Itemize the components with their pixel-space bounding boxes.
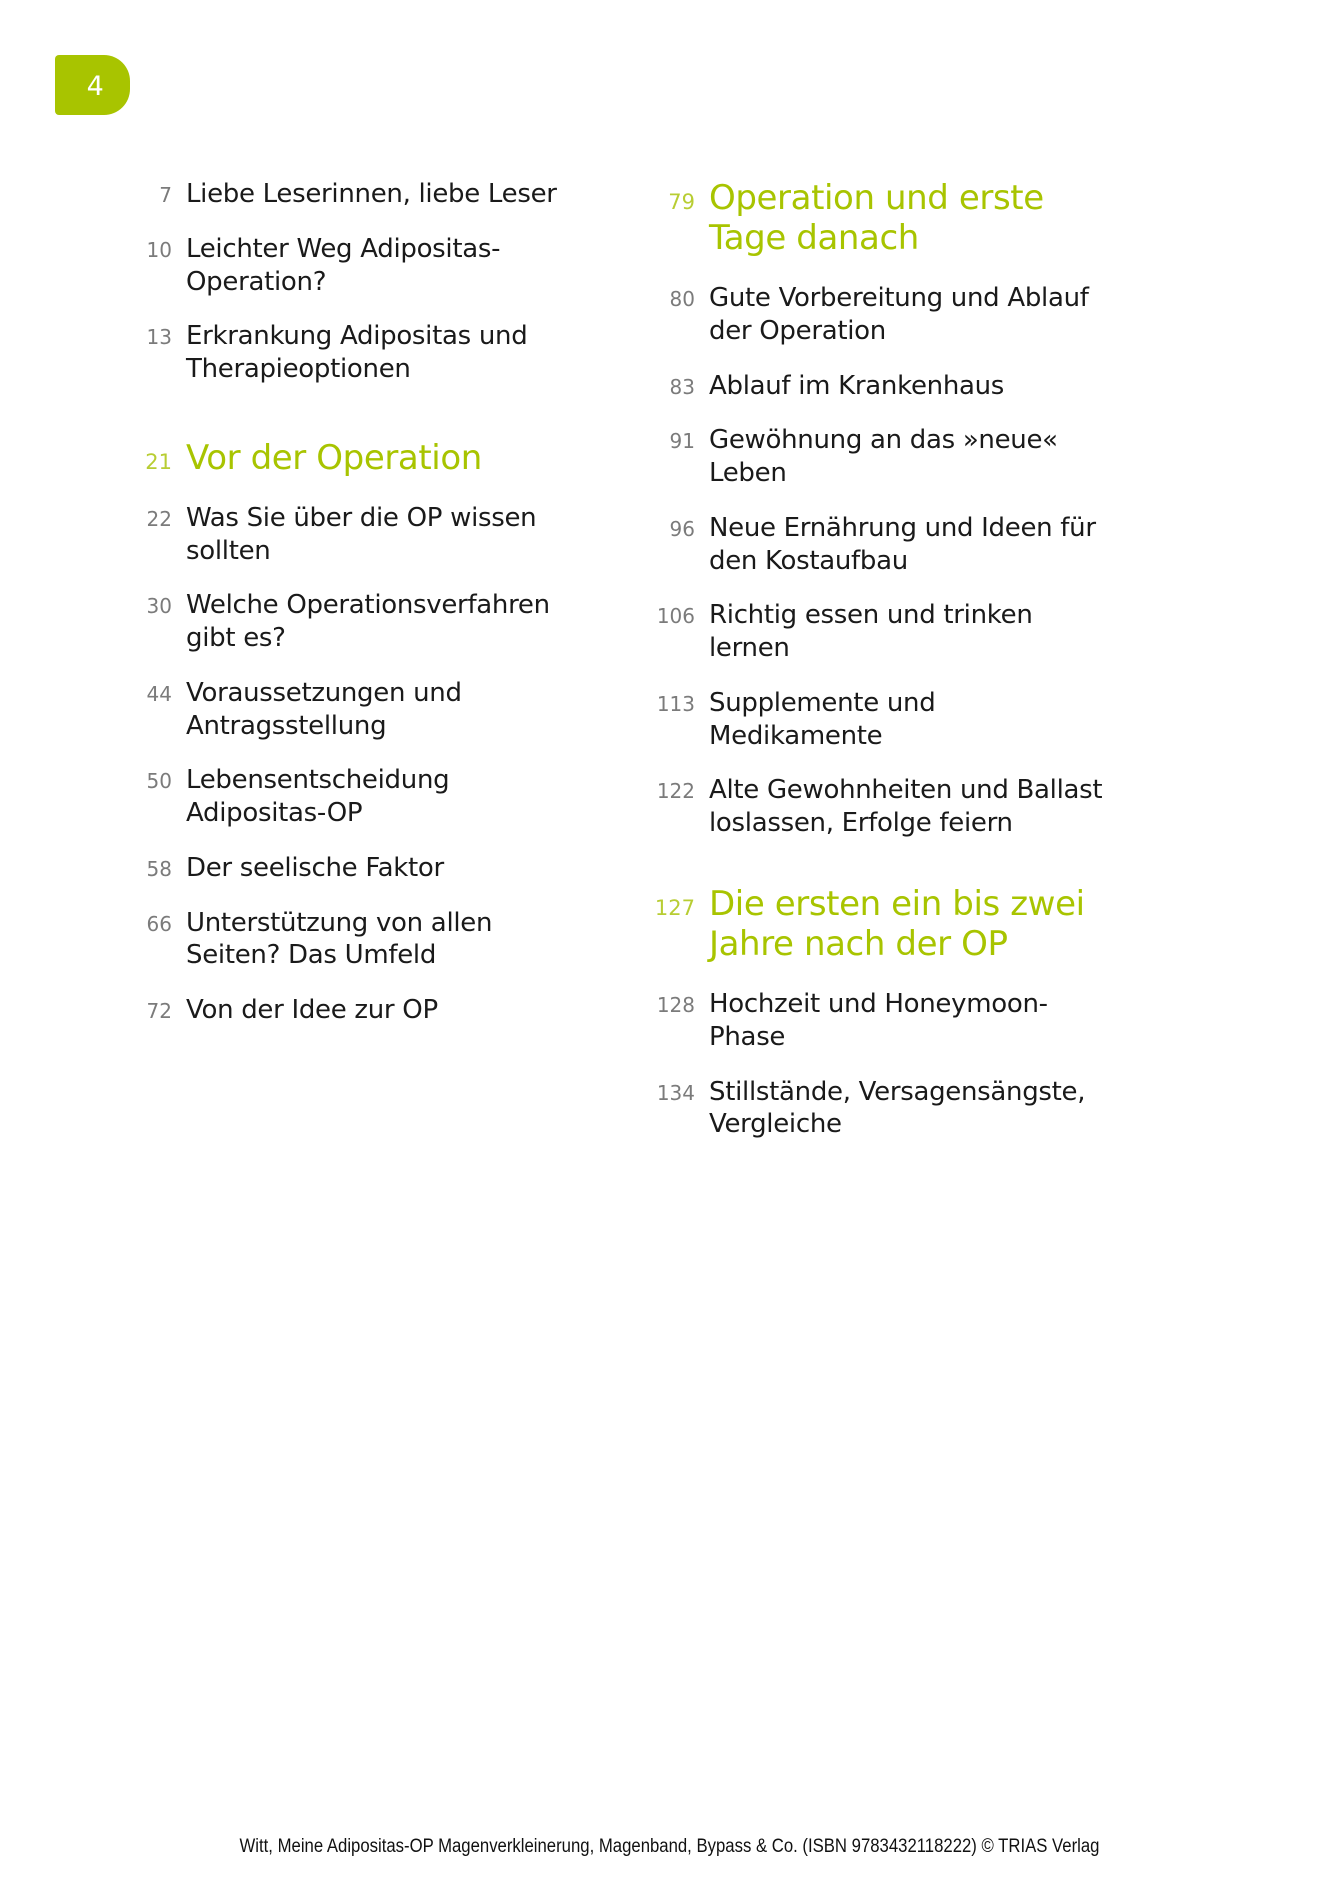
table-of-contents: [0, 178, 1339, 1163]
toc-entry-title: Unterstützung von allen Seiten? Das Umfeld: [186, 907, 493, 971]
toc-entry-page-number: 128: [656, 993, 695, 1018]
toc-entry-page-number: 66: [146, 911, 172, 936]
toc-entry[interactable]: [130, 589, 590, 655]
toc-entry-page-number: 10: [146, 237, 172, 262]
footer-copyright: Witt, Meine Adipositas-OP Magenverkleinerung, Magenband, Bypass & Co. (ISBN 9783432118222) © TRIAS Verlag: [239, 1836, 1100, 1857]
toc-entry-title: Gewöhnung an das »neue« Leben: [709, 425, 1058, 489]
toc-entry-title: Richtig essen und trinken lernen: [709, 600, 1033, 664]
toc-entry-title: Vor der Operation: [186, 437, 482, 478]
toc-entry[interactable]: [643, 512, 1103, 578]
toc-entry[interactable]: [643, 774, 1103, 840]
toc-entry-page-number: 96: [669, 516, 695, 541]
toc-entry-page-number: 72: [146, 999, 172, 1024]
toc-entry[interactable]: [130, 764, 590, 830]
toc-entry-title: Supplemente und Medikamente: [709, 687, 936, 751]
toc-entry-page-number: 79: [668, 190, 695, 214]
page-number-badge: [55, 55, 130, 115]
toc-column-right: [643, 178, 1103, 1163]
toc-entry-title: Lebensentscheidung Adipositas-OP: [186, 765, 450, 829]
toc-entry-page-number: 30: [146, 594, 172, 619]
toc-entry-title: Von der Idee zur OP: [186, 995, 438, 1026]
toc-entry-title: Was Sie über die OP wissen sollten: [186, 502, 537, 566]
toc-entry-title: Voraussetzungen und Antragsstellung: [186, 677, 462, 741]
toc-entry-page-number: 122: [656, 779, 695, 804]
toc-entry[interactable]: [643, 282, 1103, 348]
toc-section-entry[interactable]: [643, 178, 1103, 258]
toc-entry-title: Hochzeit und Honeymoon-Phase: [709, 989, 1048, 1052]
toc-entry[interactable]: [130, 677, 590, 743]
toc-entry[interactable]: [643, 424, 1103, 490]
toc-entry[interactable]: [643, 988, 1103, 1054]
toc-section-entry[interactable]: [130, 438, 590, 478]
page-number-value: 4: [86, 70, 105, 102]
toc-entry-page-number: 80: [669, 287, 695, 312]
toc-entry-page-number: 134: [656, 1080, 695, 1105]
toc-entry[interactable]: [130, 994, 590, 1027]
toc-entry-page-number: 7: [159, 183, 172, 207]
toc-entry-title: Operation und erste Tage danach: [709, 178, 1044, 259]
toc-section-entry[interactable]: [643, 884, 1103, 964]
toc-entry-title: Neue Ernährung und Ideen für den Kostaufbau: [709, 512, 1096, 576]
toc-column-left: [130, 178, 590, 1049]
toc-entry-title: Ablauf im Krankenhaus: [709, 370, 1005, 401]
toc-entry[interactable]: [130, 320, 590, 386]
toc-entry-title: Stillstände, Versagensängste, Vergleiche: [709, 1076, 1086, 1140]
toc-entry-page-number: 91: [669, 429, 695, 454]
toc-entry[interactable]: [130, 502, 590, 568]
toc-entry[interactable]: [643, 1076, 1103, 1142]
toc-entry-page-number: 106: [656, 604, 695, 629]
toc-entry-title: Alte Gewohnheiten und Ballast loslassen, Erfolge feiern: [709, 775, 1103, 839]
toc-entry-page-number: 44: [146, 681, 172, 706]
toc-entry-page-number: 22: [146, 506, 172, 531]
toc-entry-title: Die ersten ein bis zwei Jahre nach der OP: [709, 883, 1085, 965]
toc-entry[interactable]: [643, 370, 1103, 403]
toc-entry-title: Der seelische Faktor: [186, 852, 444, 883]
toc-entry-page-number: 13: [146, 325, 172, 350]
toc-entry[interactable]: [130, 233, 590, 299]
toc-entry-title: Liebe Leserinnen, liebe Leser: [186, 179, 557, 209]
toc-entry-title: Gute Vorbereitung und Ablauf der Operation: [709, 283, 1089, 346]
toc-entry-title: Leichter Weg Adipositas-Operation?: [186, 233, 501, 297]
toc-entry[interactable]: [130, 178, 590, 211]
toc-entry-page-number: 127: [654, 895, 695, 920]
toc-entry[interactable]: [643, 599, 1103, 665]
toc-entry[interactable]: [130, 907, 590, 973]
toc-entry-title: Welche Operationsverfahren gibt es?: [186, 590, 550, 654]
toc-entry[interactable]: [130, 852, 590, 885]
toc-entry-page-number: 21: [145, 449, 172, 474]
toc-entry-title: Erkrankung Adipositas und Therapieoptionen: [186, 321, 528, 384]
toc-entry-page-number: 58: [146, 856, 172, 881]
toc-entry-page-number: 113: [656, 691, 695, 716]
toc-entry-page-number: 83: [669, 374, 695, 399]
toc-entry[interactable]: [643, 687, 1103, 753]
toc-entry-page-number: 50: [146, 769, 172, 794]
